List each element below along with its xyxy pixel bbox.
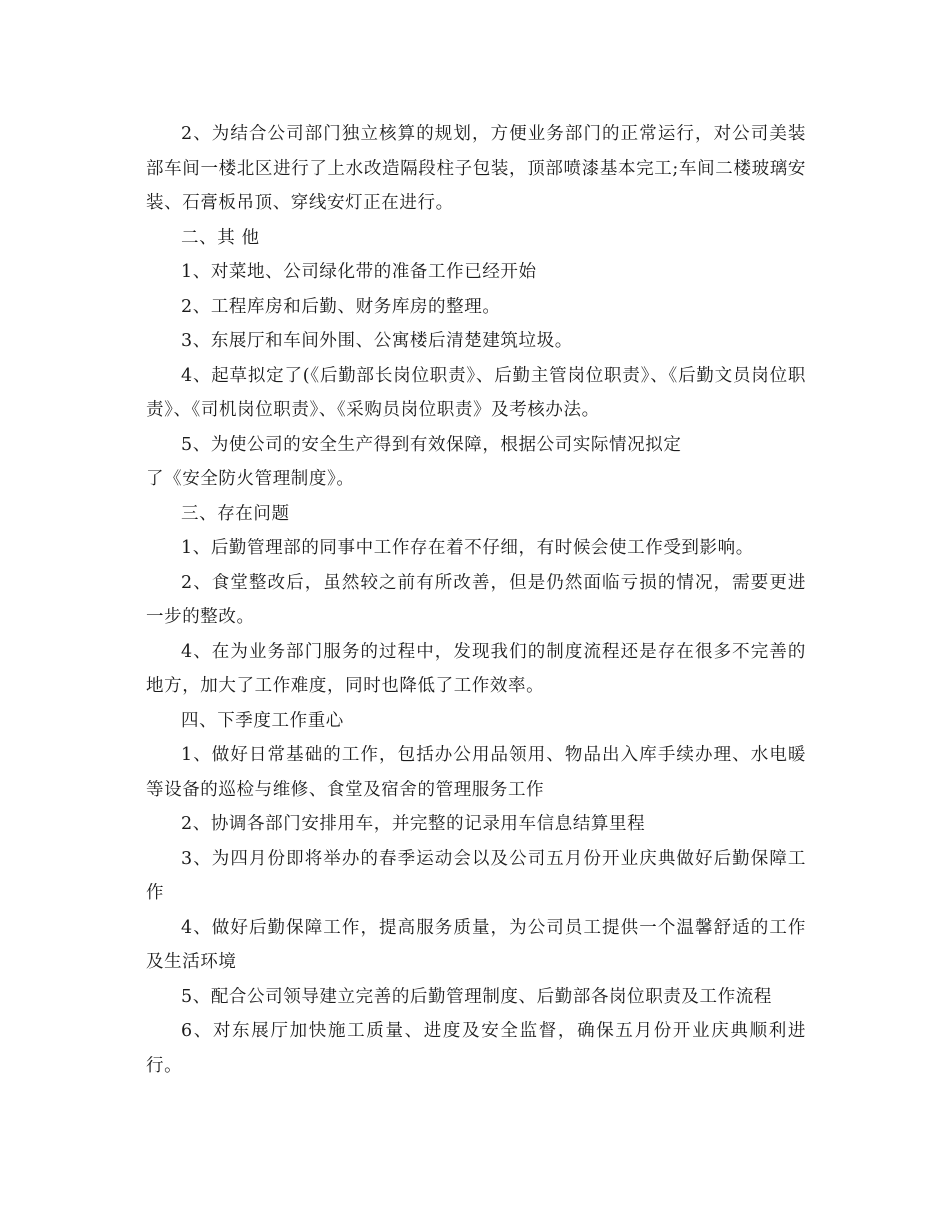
paragraph-item: 1、对菜地、公司绿化带的准备工作已经开始 [181, 262, 537, 282]
paragraph-item: 3、为四月份即将举办的春季运动会以及公司五月份开业庆典做好后勤保障工作 [146, 848, 806, 903]
paragraph-item: 2、协调各部门安排用车，并完整的记录用车信息结算里程 [181, 814, 646, 834]
paragraph-item: 5、为使公司的安全生产得到有效保障，根据公司实际情况拟定 [181, 434, 682, 455]
paragraph-item: 6、对东展厅加快施工质量、进度及安全监督，确保五月份开业庆典顺利进行。 [146, 1021, 806, 1076]
paragraph-renovation-progress: 2、为结合公司部门独立核算的规划，方便业务部门的正常运行，对公司美装部车间一楼北区进行了上水改造隔段柱子包装，顶部喷漆基本完工;车间二楼玻璃安装、石膏板吊顶、穿线安灯正在进行。 [146, 124, 806, 213]
paragraph-item: 4、在为业务部门服务的过程中，发现我们的制度流程还是存在很多不完善的地方，加大了工作难度，同时也降低了工作效率。 [146, 641, 806, 696]
paragraph-item: 5、配合公司领导建立完善的后勤管理制度、后勤部各岗位职责及工作流程 [181, 986, 772, 1007]
paragraph-item: 2、工程库房和后勤、财务库房的整理。 [181, 296, 501, 317]
section-heading-next-quarter: 四、下季度工作重心 [181, 710, 344, 731]
section-heading-other: 二、其 他 [181, 227, 260, 248]
section-heading-issues: 三、存在问题 [181, 503, 290, 524]
paragraph-item: 1、后勤管理部的同事中工作存在着不仔细，有时候会使工作受到影响。 [181, 538, 754, 558]
paragraph-item: 4、起草拟定了(《后勤部长岗位职责》、后勤主管岗位职责》、《后勤文员岗位职责》、《司机岗位职责》、《采购员岗位职责》及考核办法。 [146, 365, 806, 420]
paragraph-item: 4、做好后勤保障工作，提高服务质量，为公司员工提供一个温馨舒适的工作及生活环境 [146, 917, 806, 972]
document-body [146, 117, 806, 1083]
paragraph-item: 2、食堂整改后，虽然较之前有所改善，但是仍然面临亏损的情况，需要更进一步的整改。 [146, 572, 806, 627]
paragraph-item: 1、做好日常基础的工作，包括办公用品领用、物品出入库手续办理、水电暖等设备的巡检与维修、食堂及宿舍的管理服务工作 [146, 745, 806, 800]
paragraph-item: 3、东展厅和车间外围、公寓楼后清楚建筑垃圾。 [181, 331, 573, 351]
paragraph-continuation: 了《安全防火管理制度》。 [146, 469, 355, 489]
